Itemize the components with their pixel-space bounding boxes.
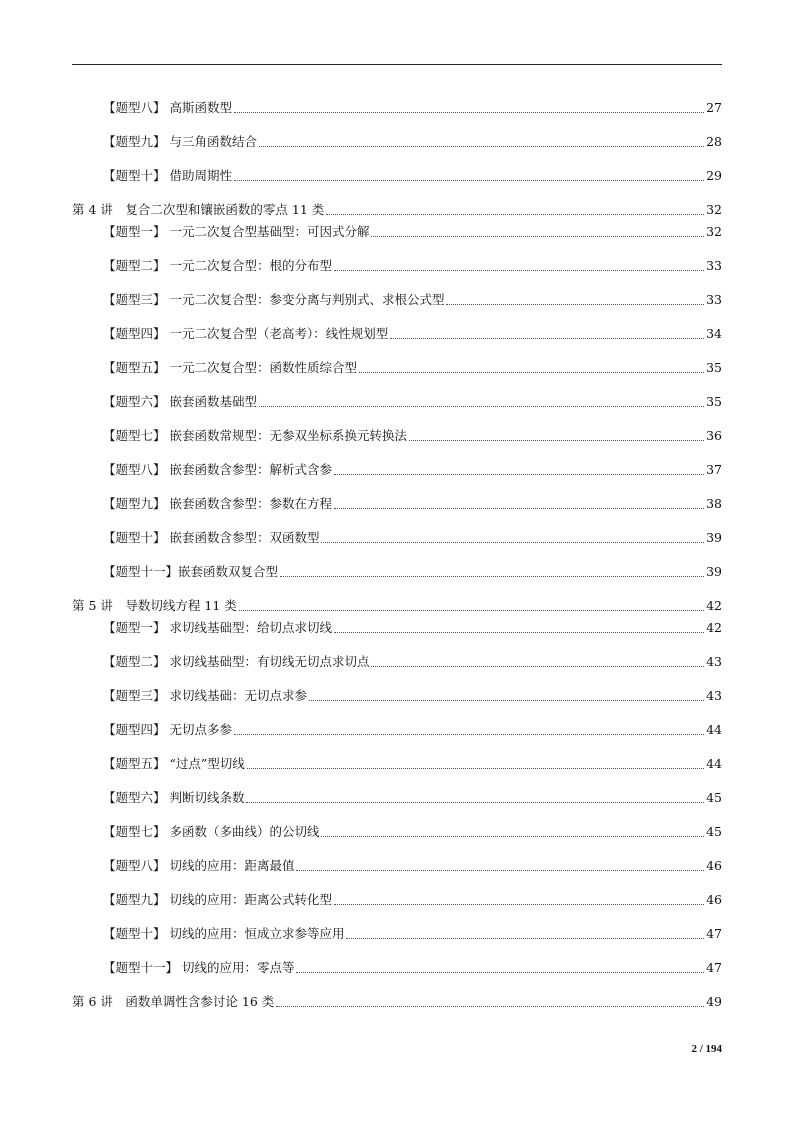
toc-entry-page: 45 bbox=[706, 824, 722, 839]
toc-entry-title: 【题型一】 一元二次复合型基础型：可因式分解 bbox=[103, 224, 370, 239]
toc-entry-title: 【题型二】 一元二次复合型：根的分布型 bbox=[103, 258, 332, 273]
toc-entry-title: 【题型一】 求切线基础型：给切点求切线 bbox=[103, 620, 332, 635]
toc-entry-title: 【题型十】 切线的应用：恒成立求参等应用 bbox=[103, 926, 345, 941]
dot-leader bbox=[346, 938, 704, 939]
toc-entry-title: 【题型七】 嵌套函数常规型：无参双坐标系换元转换法 bbox=[103, 428, 407, 443]
toc-entry[interactable] bbox=[0, 96, 794, 116]
toc-entry[interactable] bbox=[0, 322, 794, 342]
toc-entry[interactable] bbox=[0, 752, 794, 772]
toc-entry-title: 【题型九】 与三角函数结合 bbox=[103, 134, 257, 149]
dot-leader bbox=[239, 610, 704, 611]
dot-leader bbox=[390, 338, 704, 339]
toc-entry-page: 43 bbox=[706, 688, 722, 703]
toc-entry-page: 39 bbox=[706, 564, 722, 579]
toc-entry-page: 46 bbox=[706, 892, 722, 907]
toc-entry-title: 【题型六】 判断切线条数 bbox=[103, 790, 245, 805]
toc-entry-title: 【题型十】 嵌套函数含参型：双函数型 bbox=[103, 530, 320, 545]
dot-leader bbox=[334, 474, 704, 475]
dot-leader bbox=[334, 632, 704, 633]
toc-entry[interactable] bbox=[0, 560, 794, 580]
toc-entry-title: 【题型八】 嵌套函数含参型：解析式含参 bbox=[103, 462, 332, 477]
toc-entry-title: 【题型九】 嵌套函数含参型：参数在方程 bbox=[103, 496, 332, 511]
toc-entry-page: 38 bbox=[706, 496, 722, 511]
toc-entry-page: 46 bbox=[706, 858, 722, 873]
dot-leader bbox=[334, 508, 704, 509]
toc-entry-title: 【题型八】 切线的应用：距离最值 bbox=[103, 858, 295, 873]
toc-entry-title: 【题型十一】嵌套函数双复合型 bbox=[103, 564, 279, 579]
dot-leader bbox=[247, 768, 704, 769]
toc-chapter-title: 第 5 讲 导数切线方程 11 类 bbox=[72, 598, 237, 613]
toc-entry-title: 【题型十】 借助周期性 bbox=[103, 168, 232, 183]
toc-entry-page: 39 bbox=[706, 530, 722, 545]
toc-entry-title: 【题型九】 切线的应用：距离公式转化型 bbox=[103, 892, 332, 907]
toc-entry-page: 27 bbox=[706, 100, 722, 115]
toc-entry[interactable] bbox=[0, 356, 794, 376]
header-rule bbox=[72, 64, 722, 65]
dot-leader bbox=[246, 802, 704, 803]
toc-entry[interactable] bbox=[0, 254, 794, 274]
toc-entry-title: 【题型三】 一元二次复合型：参变分离与判别式、求根公式型 bbox=[103, 292, 445, 307]
toc-entry-title: 【题型四】 一元二次复合型（老高考）：线性规划型 bbox=[103, 326, 389, 341]
dot-leader bbox=[334, 270, 704, 271]
toc-entry[interactable] bbox=[0, 888, 794, 908]
dot-leader bbox=[276, 1006, 704, 1007]
toc-entry-page: 45 bbox=[706, 790, 722, 805]
toc-entry-page: 47 bbox=[706, 960, 722, 975]
toc-entry[interactable] bbox=[0, 526, 794, 546]
toc-entry-title: 【题型八】 高斯函数型 bbox=[103, 100, 232, 115]
dot-leader bbox=[234, 180, 704, 181]
toc-entry-page: 42 bbox=[706, 620, 722, 635]
dot-leader bbox=[296, 972, 704, 973]
toc-entry-page: 35 bbox=[706, 360, 722, 375]
toc-entry[interactable] bbox=[0, 820, 794, 840]
toc-entry-page: 34 bbox=[706, 326, 722, 341]
toc-entry-page: 43 bbox=[706, 654, 722, 669]
toc-entry-title: 【题型六】 嵌套函数基础型 bbox=[103, 394, 257, 409]
dot-leader bbox=[359, 372, 704, 373]
toc-entry[interactable] bbox=[0, 164, 794, 184]
toc-entry-page: 44 bbox=[706, 722, 722, 737]
dot-leader bbox=[371, 666, 704, 667]
toc-entry-title: 【题型五】 “过点”型切线 bbox=[103, 756, 245, 771]
toc-entry[interactable] bbox=[0, 390, 794, 410]
dot-leader bbox=[234, 112, 704, 113]
dot-leader bbox=[280, 576, 704, 577]
dot-leader bbox=[446, 304, 704, 305]
toc-entry[interactable] bbox=[0, 922, 794, 942]
toc-chapter-page: 49 bbox=[706, 994, 722, 1009]
dot-leader bbox=[321, 836, 704, 837]
dot-leader bbox=[296, 870, 704, 871]
toc-chapter[interactable] bbox=[0, 594, 794, 614]
dot-leader bbox=[409, 440, 704, 441]
toc-entry-title: 【题型四】 无切点多参 bbox=[103, 722, 232, 737]
toc-entry-page: 32 bbox=[706, 224, 722, 239]
toc-entry-page: 44 bbox=[706, 756, 722, 771]
toc-entry[interactable] bbox=[0, 718, 794, 738]
toc-entry[interactable] bbox=[0, 616, 794, 636]
toc-entry-page: 28 bbox=[706, 134, 722, 149]
dot-leader bbox=[309, 700, 704, 701]
toc-entry-title: 【题型十一】 切线的应用：零点等 bbox=[103, 960, 295, 975]
toc-entry[interactable] bbox=[0, 424, 794, 444]
toc-entry-title: 【题型五】 一元二次复合型：函数性质综合型 bbox=[103, 360, 357, 375]
dot-leader bbox=[259, 406, 704, 407]
toc-entry[interactable] bbox=[0, 492, 794, 512]
dot-leader bbox=[234, 734, 704, 735]
toc-entry[interactable] bbox=[0, 956, 794, 976]
toc-entry-title: 【题型二】 求切线基础型：有切线无切点求切点 bbox=[103, 654, 370, 669]
toc-chapter-page: 42 bbox=[706, 598, 722, 613]
toc-chapter[interactable] bbox=[0, 990, 794, 1010]
toc-entry[interactable] bbox=[0, 130, 794, 150]
dot-leader bbox=[259, 146, 704, 147]
toc-chapter-title: 第 4 讲 复合二次型和镶嵌函数的零点 11 类 bbox=[72, 202, 325, 217]
toc-entry-page: 33 bbox=[706, 258, 722, 273]
toc-entry-page: 33 bbox=[706, 292, 722, 307]
toc-entry-page: 47 bbox=[706, 926, 722, 941]
toc-entry-title: 【题型七】 多函数（多曲线）的公切线 bbox=[103, 824, 320, 839]
page-number: 2 / 194 bbox=[691, 1043, 722, 1055]
toc-entry-title: 【题型三】 求切线基础：无切点求参 bbox=[103, 688, 307, 703]
dot-leader bbox=[371, 236, 704, 237]
toc-entry-page: 29 bbox=[706, 168, 722, 183]
dot-leader bbox=[334, 904, 704, 905]
toc-entry[interactable] bbox=[0, 458, 794, 478]
dot-leader bbox=[321, 542, 704, 543]
toc-chapter[interactable] bbox=[0, 198, 794, 218]
toc-entry[interactable] bbox=[0, 220, 794, 240]
toc-entry[interactable] bbox=[0, 684, 794, 704]
dot-leader bbox=[326, 214, 704, 215]
toc-entry-page: 36 bbox=[706, 428, 722, 443]
toc-chapter-title: 第 6 讲 函数单调性含参讨论 16 类 bbox=[72, 994, 275, 1009]
toc-entry-page: 37 bbox=[706, 462, 722, 477]
toc-entry[interactable] bbox=[0, 786, 794, 806]
toc-chapter-page: 32 bbox=[706, 202, 722, 217]
toc-entry[interactable] bbox=[0, 650, 794, 670]
toc-entry-page: 35 bbox=[706, 394, 722, 409]
toc-entry[interactable] bbox=[0, 288, 794, 308]
toc-entry[interactable] bbox=[0, 854, 794, 874]
